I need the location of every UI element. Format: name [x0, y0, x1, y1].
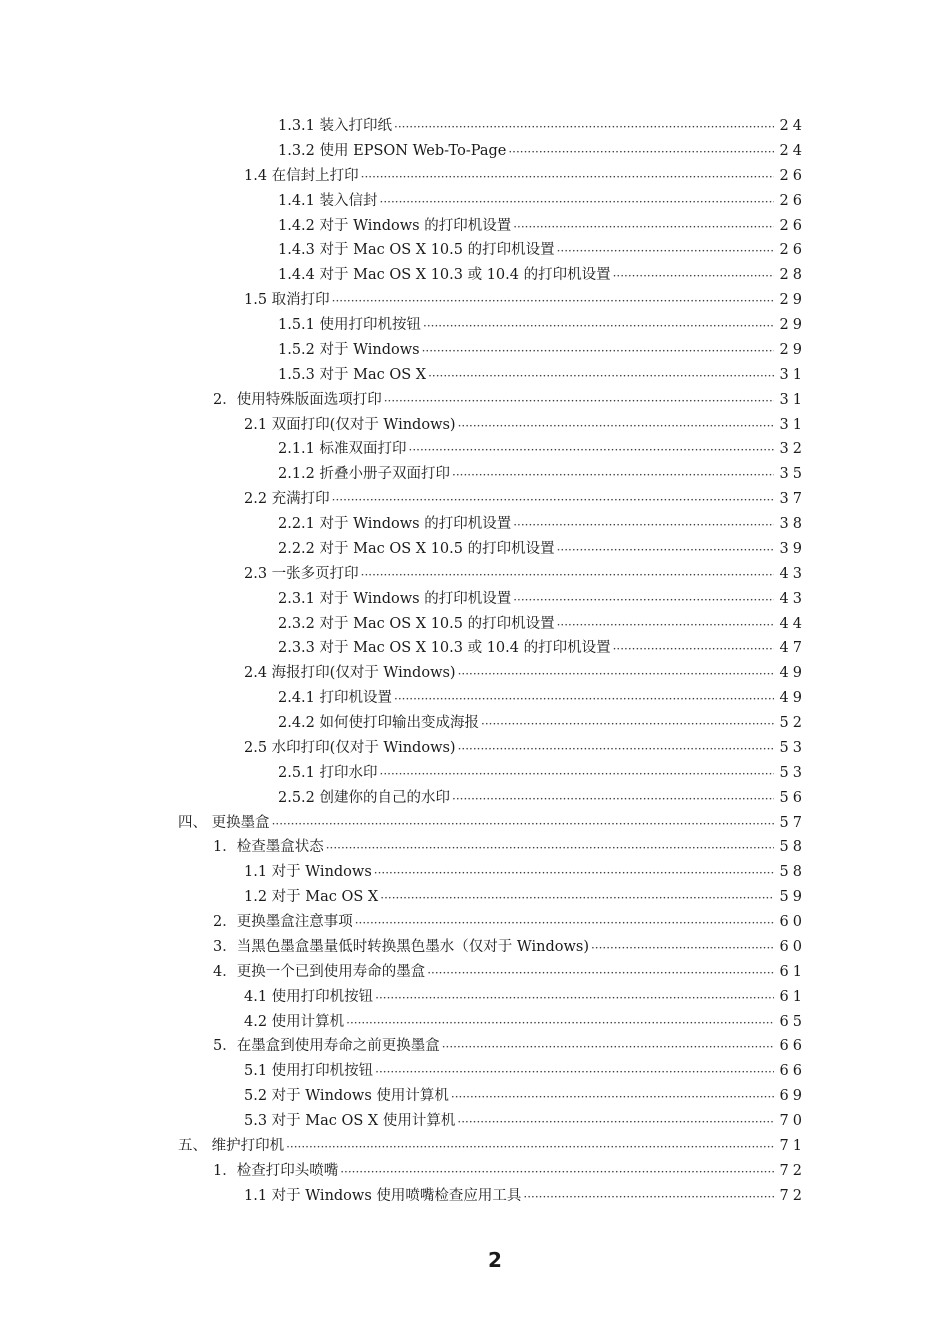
toc-entry-title: 1.4.3 对于 Mac OS X 10.5 的打印机设置: [278, 242, 555, 259]
toc-dot-leader: [481, 711, 774, 736]
toc-entry[interactable]: [0, 636, 950, 661]
toc-entry-page: 38: [779, 516, 806, 532]
toc-dot-leader: [384, 388, 774, 413]
toc-entry-title: 1.4.2 对于 Windows 的打印机设置: [278, 217, 512, 234]
toc-entry[interactable]: [0, 537, 950, 562]
toc-entry-page: 49: [779, 690, 806, 707]
toc-entry-title: 1．检查墨盒状态: [213, 839, 324, 856]
toc-entry[interactable]: [0, 139, 950, 164]
toc-entry-page: 24: [779, 118, 806, 134]
toc-dot-leader: [380, 885, 774, 910]
toc-entry[interactable]: [0, 263, 950, 288]
toc-entry-title: 4．更换一个已到使用寿命的墨盒: [213, 963, 426, 980]
toc-dot-leader: [508, 139, 774, 164]
toc-entry-title: 1.1 对于 Windows 使用喷嘴检查应用工具: [244, 1187, 522, 1204]
toc-entry-page: 65: [779, 1013, 806, 1030]
toc-dot-leader: [394, 686, 774, 711]
toc-entry[interactable]: [0, 313, 950, 338]
toc-entry-page: 61: [779, 988, 806, 1005]
toc-dot-leader: [332, 288, 774, 313]
toc-dot-leader: [452, 462, 774, 487]
toc-dot-leader: [591, 935, 774, 960]
toc-entry-page: 66: [779, 1063, 806, 1080]
toc-entry[interactable]: [0, 885, 950, 910]
toc-entry[interactable]: [0, 960, 950, 985]
toc-entry-title: 2.3.1 对于 Windows 的打印机设置: [278, 590, 512, 607]
toc-dot-leader: [442, 1034, 774, 1059]
toc-entry-title: 五、 维护打印机: [178, 1137, 285, 1154]
toc-entry-page: 56: [779, 789, 806, 806]
toc-entry-title: 2.4.1 打印机设置: [278, 690, 393, 707]
toc-entry-title: 1.2 对于 Mac OS X: [244, 889, 379, 906]
table-of-contents: [0, 114, 950, 1209]
toc-entry-title: 5.2 对于 Windows 使用计算机: [244, 1088, 449, 1105]
toc-entry-title: 1.3.2 使用 EPSON Web-To-Page: [278, 142, 507, 159]
toc-entry[interactable]: [0, 711, 950, 736]
toc-entry[interactable]: [0, 736, 950, 761]
toc-entry-title: 1.5.1 使用打印机按钮: [278, 317, 422, 333]
toc-entry[interactable]: [0, 761, 950, 786]
toc-entry[interactable]: [0, 388, 950, 413]
toc-entry-page: 60: [779, 938, 806, 955]
toc-entry-title: 1.5.2 对于 Windows: [278, 341, 420, 358]
toc-entry[interactable]: [0, 363, 950, 388]
toc-entry-page: 53: [779, 739, 806, 756]
toc-entry-page: 58: [779, 864, 806, 881]
toc-dot-leader: [557, 537, 774, 562]
toc-entry[interactable]: [0, 462, 950, 487]
toc-entry-page: 43: [779, 590, 806, 607]
toc-entry-page: 49: [779, 665, 806, 682]
toc-entry[interactable]: [0, 288, 950, 313]
toc-entry-title: 1.3.1 装入打印纸: [278, 118, 393, 134]
toc-entry-title: 1.1 对于 Windows: [244, 864, 372, 881]
toc-entry[interactable]: [0, 1010, 950, 1035]
page-number: 2: [488, 1248, 502, 1272]
toc-dot-leader: [272, 811, 774, 836]
toc-dot-leader: [346, 1010, 774, 1035]
toc-entry[interactable]: [0, 1034, 950, 1059]
toc-dot-leader: [457, 1109, 774, 1134]
toc-entry-title: 1．检查打印头喷嘴: [213, 1162, 339, 1179]
toc-dot-leader: [557, 612, 774, 637]
toc-entry-title: 5.1 使用打印机按钮: [244, 1063, 374, 1080]
toc-entry-title: 1.4.1 装入信封: [278, 192, 378, 209]
toc-entry[interactable]: [0, 1134, 950, 1159]
toc-dot-leader: [394, 114, 774, 139]
toc-entry[interactable]: [0, 238, 950, 263]
toc-entry-title: 2.5.2 创建你的自己的水印: [278, 789, 451, 806]
toc-dot-leader: [513, 214, 774, 239]
toc-entry-page: 61: [779, 963, 806, 980]
toc-dot-leader: [340, 1159, 774, 1184]
toc-entry-page: 26: [779, 217, 806, 234]
toc-dot-leader: [513, 512, 774, 537]
toc-entry-title: 1.4.4 对于 Mac OS X 10.3 或 10.4 的打印机设置: [278, 267, 611, 284]
toc-dot-leader: [458, 736, 774, 761]
toc-entry-title: 2.5 水印打印(仅对于 Windows): [244, 739, 456, 756]
toc-entry-page: 35: [779, 466, 806, 483]
toc-dot-leader: [380, 761, 774, 786]
toc-entry[interactable]: [0, 1184, 950, 1209]
toc-entry[interactable]: [0, 661, 950, 686]
toc-dot-leader: [557, 238, 774, 263]
toc-entry-title: 四、 更换墨盒: [178, 814, 270, 831]
toc-entry[interactable]: [0, 985, 950, 1010]
toc-entry[interactable]: [0, 487, 950, 512]
toc-dot-leader: [523, 1184, 774, 1209]
toc-entry-page: 43: [779, 565, 806, 582]
toc-entry[interactable]: [0, 114, 950, 139]
toc-entry-title: 2．使用特殊版面选项打印: [213, 391, 382, 408]
toc-entry[interactable]: [0, 935, 950, 960]
toc-entry-page: 71: [779, 1137, 806, 1154]
toc-dot-leader: [375, 985, 774, 1010]
toc-dot-leader: [326, 835, 774, 860]
toc-entry-title: 2.1.1 标准双面打印: [278, 441, 407, 458]
toc-entry-title: 2.4 海报打印(仅对于 Windows): [244, 665, 456, 682]
toc-entry-page: 29: [779, 341, 806, 358]
toc-entry[interactable]: [0, 835, 950, 860]
toc-entry-title: 2.3.3 对于 Mac OS X 10.3 或 10.4 的打印机设置: [278, 640, 611, 657]
toc-entry[interactable]: [0, 860, 950, 885]
toc-entry-page: 37: [779, 491, 806, 508]
toc-dot-leader: [375, 1059, 774, 1084]
toc-entry-page: 58: [779, 839, 806, 856]
toc-entry-page: 29: [779, 292, 806, 309]
toc-dot-leader: [355, 910, 774, 935]
toc-entry-page: 57: [779, 814, 806, 831]
toc-dot-leader: [452, 786, 774, 811]
toc-entry-title: 2.3.2 对于 Mac OS X 10.5 的打印机设置: [278, 615, 555, 632]
toc-entry-title: 2.5.1 打印水印: [278, 764, 378, 781]
toc-entry-title: 5．在墨盒到使用寿命之前更换墨盒: [213, 1038, 440, 1055]
toc-entry-page: 39: [779, 540, 806, 557]
toc-entry-page: 31: [779, 416, 806, 433]
toc-entry-page: 69: [779, 1088, 806, 1105]
toc-entry-page: 44: [779, 615, 806, 632]
toc-entry-page: 66: [779, 1038, 806, 1055]
toc-entry[interactable]: [0, 338, 950, 363]
toc-entry[interactable]: [0, 811, 950, 836]
toc-entry-page: 31: [779, 391, 806, 408]
toc-entry-title: 4.1 使用打印机按钮: [244, 988, 374, 1005]
toc-entry-page: 60: [779, 914, 806, 930]
toc-entry-title: 4.2 使用计算机: [244, 1013, 345, 1030]
toc-entry-title: 2.2.2 对于 Mac OS X 10.5 的打印机设置: [278, 540, 555, 557]
toc-dot-leader: [428, 363, 774, 388]
toc-entry-page: 24: [779, 142, 806, 159]
toc-dot-leader: [427, 960, 774, 985]
toc-entry[interactable]: [0, 413, 950, 438]
toc-entry-page: 72: [779, 1187, 806, 1204]
toc-entry-title: 1.4 在信封上打印: [244, 167, 359, 184]
toc-entry-page: 32: [779, 441, 806, 458]
toc-entry-title: 2.2.1 对于 Windows 的打印机设置: [278, 516, 512, 532]
toc-entry-page: 28: [779, 267, 806, 284]
toc-entry-page: 31: [779, 366, 806, 383]
toc-entry-title: 2.3 一张多页打印: [244, 565, 359, 582]
toc-entry[interactable]: [0, 164, 950, 189]
toc-entry-title: 2.1.2 折叠小册子双面打印: [278, 466, 451, 483]
toc-entry-page: 52: [779, 715, 806, 731]
toc-dot-leader: [409, 437, 774, 462]
toc-dot-leader: [380, 189, 774, 214]
toc-dot-leader: [458, 413, 774, 438]
toc-entry[interactable]: [0, 1159, 950, 1184]
toc-entry[interactable]: [0, 1059, 950, 1084]
toc-dot-leader: [513, 587, 774, 612]
toc-entry-title: 2.1 双面打印(仅对于 Windows): [244, 416, 456, 433]
toc-entry[interactable]: [0, 437, 950, 462]
toc-entry-page: 72: [779, 1162, 806, 1179]
toc-dot-leader: [361, 164, 774, 189]
toc-dot-leader: [374, 860, 774, 885]
toc-entry[interactable]: [0, 1084, 950, 1109]
toc-entry-page: 47: [779, 640, 806, 657]
toc-entry-page: 29: [779, 317, 806, 333]
toc-dot-leader: [332, 487, 774, 512]
toc-entry-title: 2.2 充满打印: [244, 491, 330, 508]
toc-entry-page: 59: [779, 889, 806, 906]
toc-entry-page: 26: [779, 167, 806, 184]
toc-entry-title: 1.5.3 对于 Mac OS X: [278, 366, 427, 383]
toc-entry[interactable]: [0, 786, 950, 811]
toc-dot-leader: [613, 263, 774, 288]
toc-entry-title: 2.4.2 如何使打印输出变成海报: [278, 715, 480, 731]
toc-entry-page: 70: [779, 1113, 806, 1129]
toc-entry[interactable]: [0, 1109, 950, 1134]
toc-entry-title: 5.3 对于 Mac OS X 使用计算机: [244, 1113, 456, 1129]
toc-entry-title: 3．当黑色墨盒墨量低时转换黑色墨水（仅对于 Windows): [213, 938, 589, 955]
toc-entry[interactable]: [0, 214, 950, 239]
toc-dot-leader: [286, 1134, 774, 1159]
toc-dot-leader: [451, 1084, 774, 1109]
toc-entry[interactable]: [0, 562, 950, 587]
toc-entry[interactable]: [0, 612, 950, 637]
toc-dot-leader: [423, 313, 774, 338]
toc-dot-leader: [361, 562, 774, 587]
toc-entry[interactable]: [0, 189, 950, 214]
toc-entry[interactable]: [0, 686, 950, 711]
toc-entry-page: 26: [779, 192, 806, 209]
toc-dot-leader: [613, 636, 774, 661]
toc-entry-title: 1.5 取消打印: [244, 292, 330, 309]
toc-entry-page: 26: [779, 242, 806, 259]
toc-entry[interactable]: [0, 910, 950, 935]
toc-entry[interactable]: [0, 512, 950, 537]
toc-entry[interactable]: [0, 587, 950, 612]
toc-entry-title: 2．更换墨盒注意事项: [213, 914, 353, 930]
toc-dot-leader: [422, 338, 774, 363]
toc-entry-page: 53: [779, 764, 806, 781]
toc-dot-leader: [458, 661, 774, 686]
